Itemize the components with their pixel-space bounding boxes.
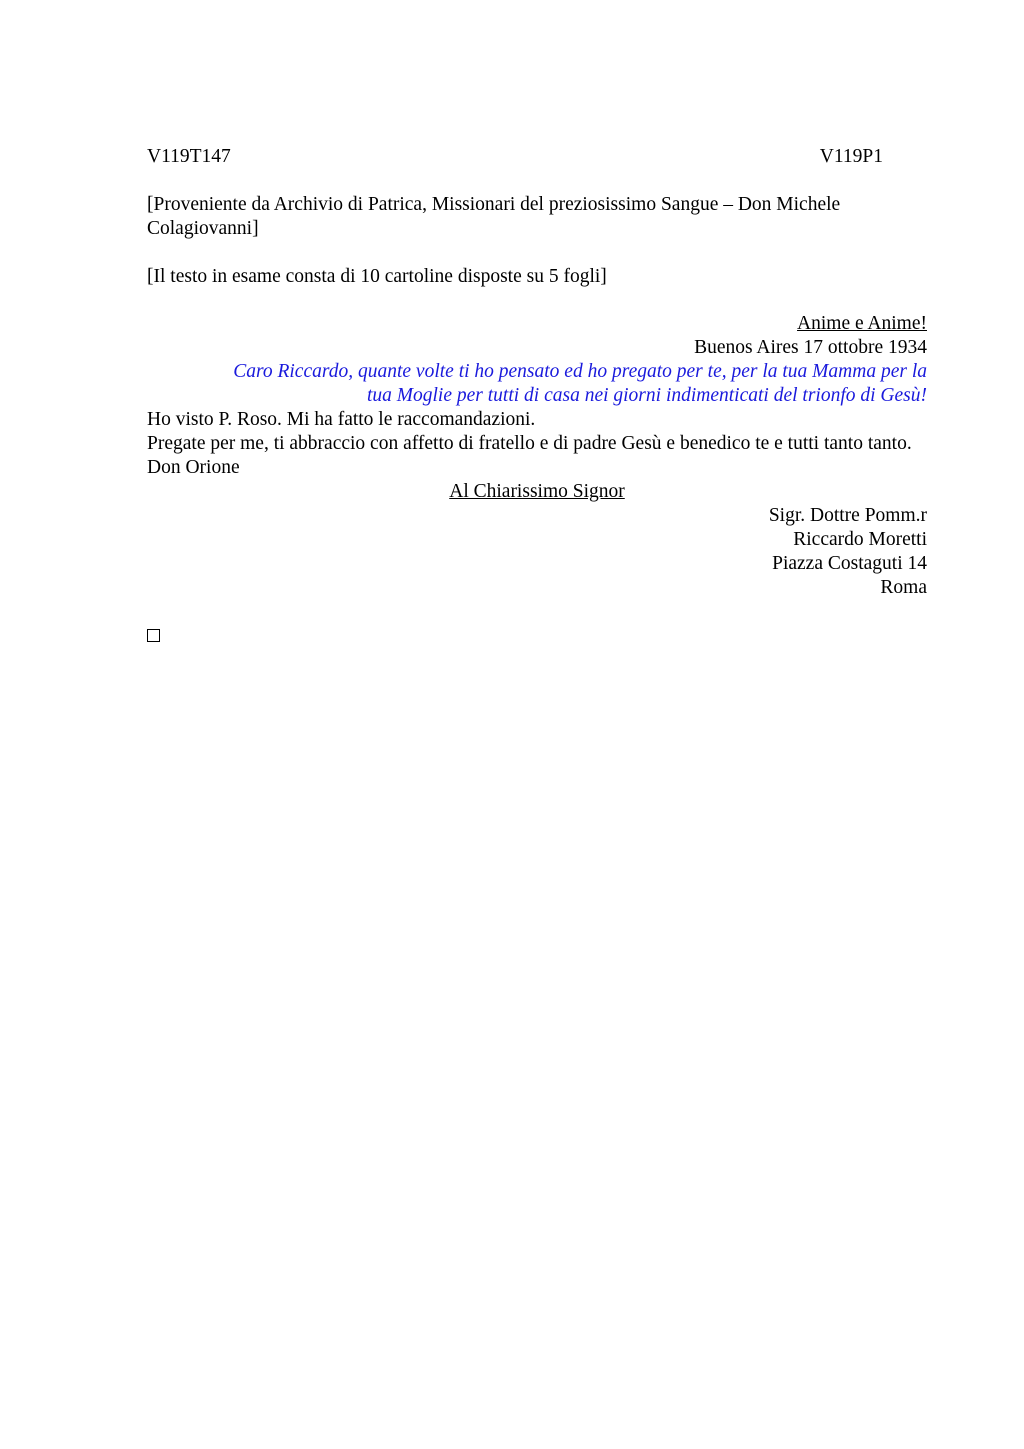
letter-motto: Anime e Anime!: [797, 313, 927, 334]
document-page: [147, 145, 927, 642]
letter-place-date: Buenos Aires 17 ottobre 1934: [694, 337, 927, 358]
document-header: [147, 145, 883, 169]
address-line: Riccardo Moretti: [793, 529, 927, 550]
address-line: Roma: [880, 577, 927, 598]
address-line: Sigr. Dottre Pomm.r: [768, 505, 927, 526]
letter-line: Ho visto P. Roso. Mi ha fatto le raccomandazioni.: [147, 409, 536, 430]
empty-checkbox: [147, 629, 160, 642]
letter-signature: Don Orione: [147, 457, 240, 478]
description-note: [Il testo in esame consta di 10 cartoline disposte su 5 fogli]: [147, 266, 607, 287]
address-line: Piazza Costaguti 14: [772, 553, 927, 574]
letter-greeting: Caro Riccardo, quante volte ti ho pensato ed ho pregato per te, per la tua Mamma per la tua Moglie per tutti di casa nei giorni indimenticati del trionfo di Gesù!: [233, 361, 927, 406]
document-code-right: V119P1: [819, 146, 883, 167]
address-heading: Al Chiarissimo Signor: [449, 481, 625, 502]
letter-body: [147, 312, 927, 600]
document-code-left: V119T147: [147, 146, 231, 167]
provenance-note: [Proveniente da Archivio di Patrica, Missionari del preziosissimo Sangue – Don Michele Colagiovanni]: [147, 194, 841, 239]
letter-line: Pregate per me, ti abbraccio con affetto di fratello e di padre Gesù e benedico te e tutti tanto tanto.: [147, 433, 912, 454]
